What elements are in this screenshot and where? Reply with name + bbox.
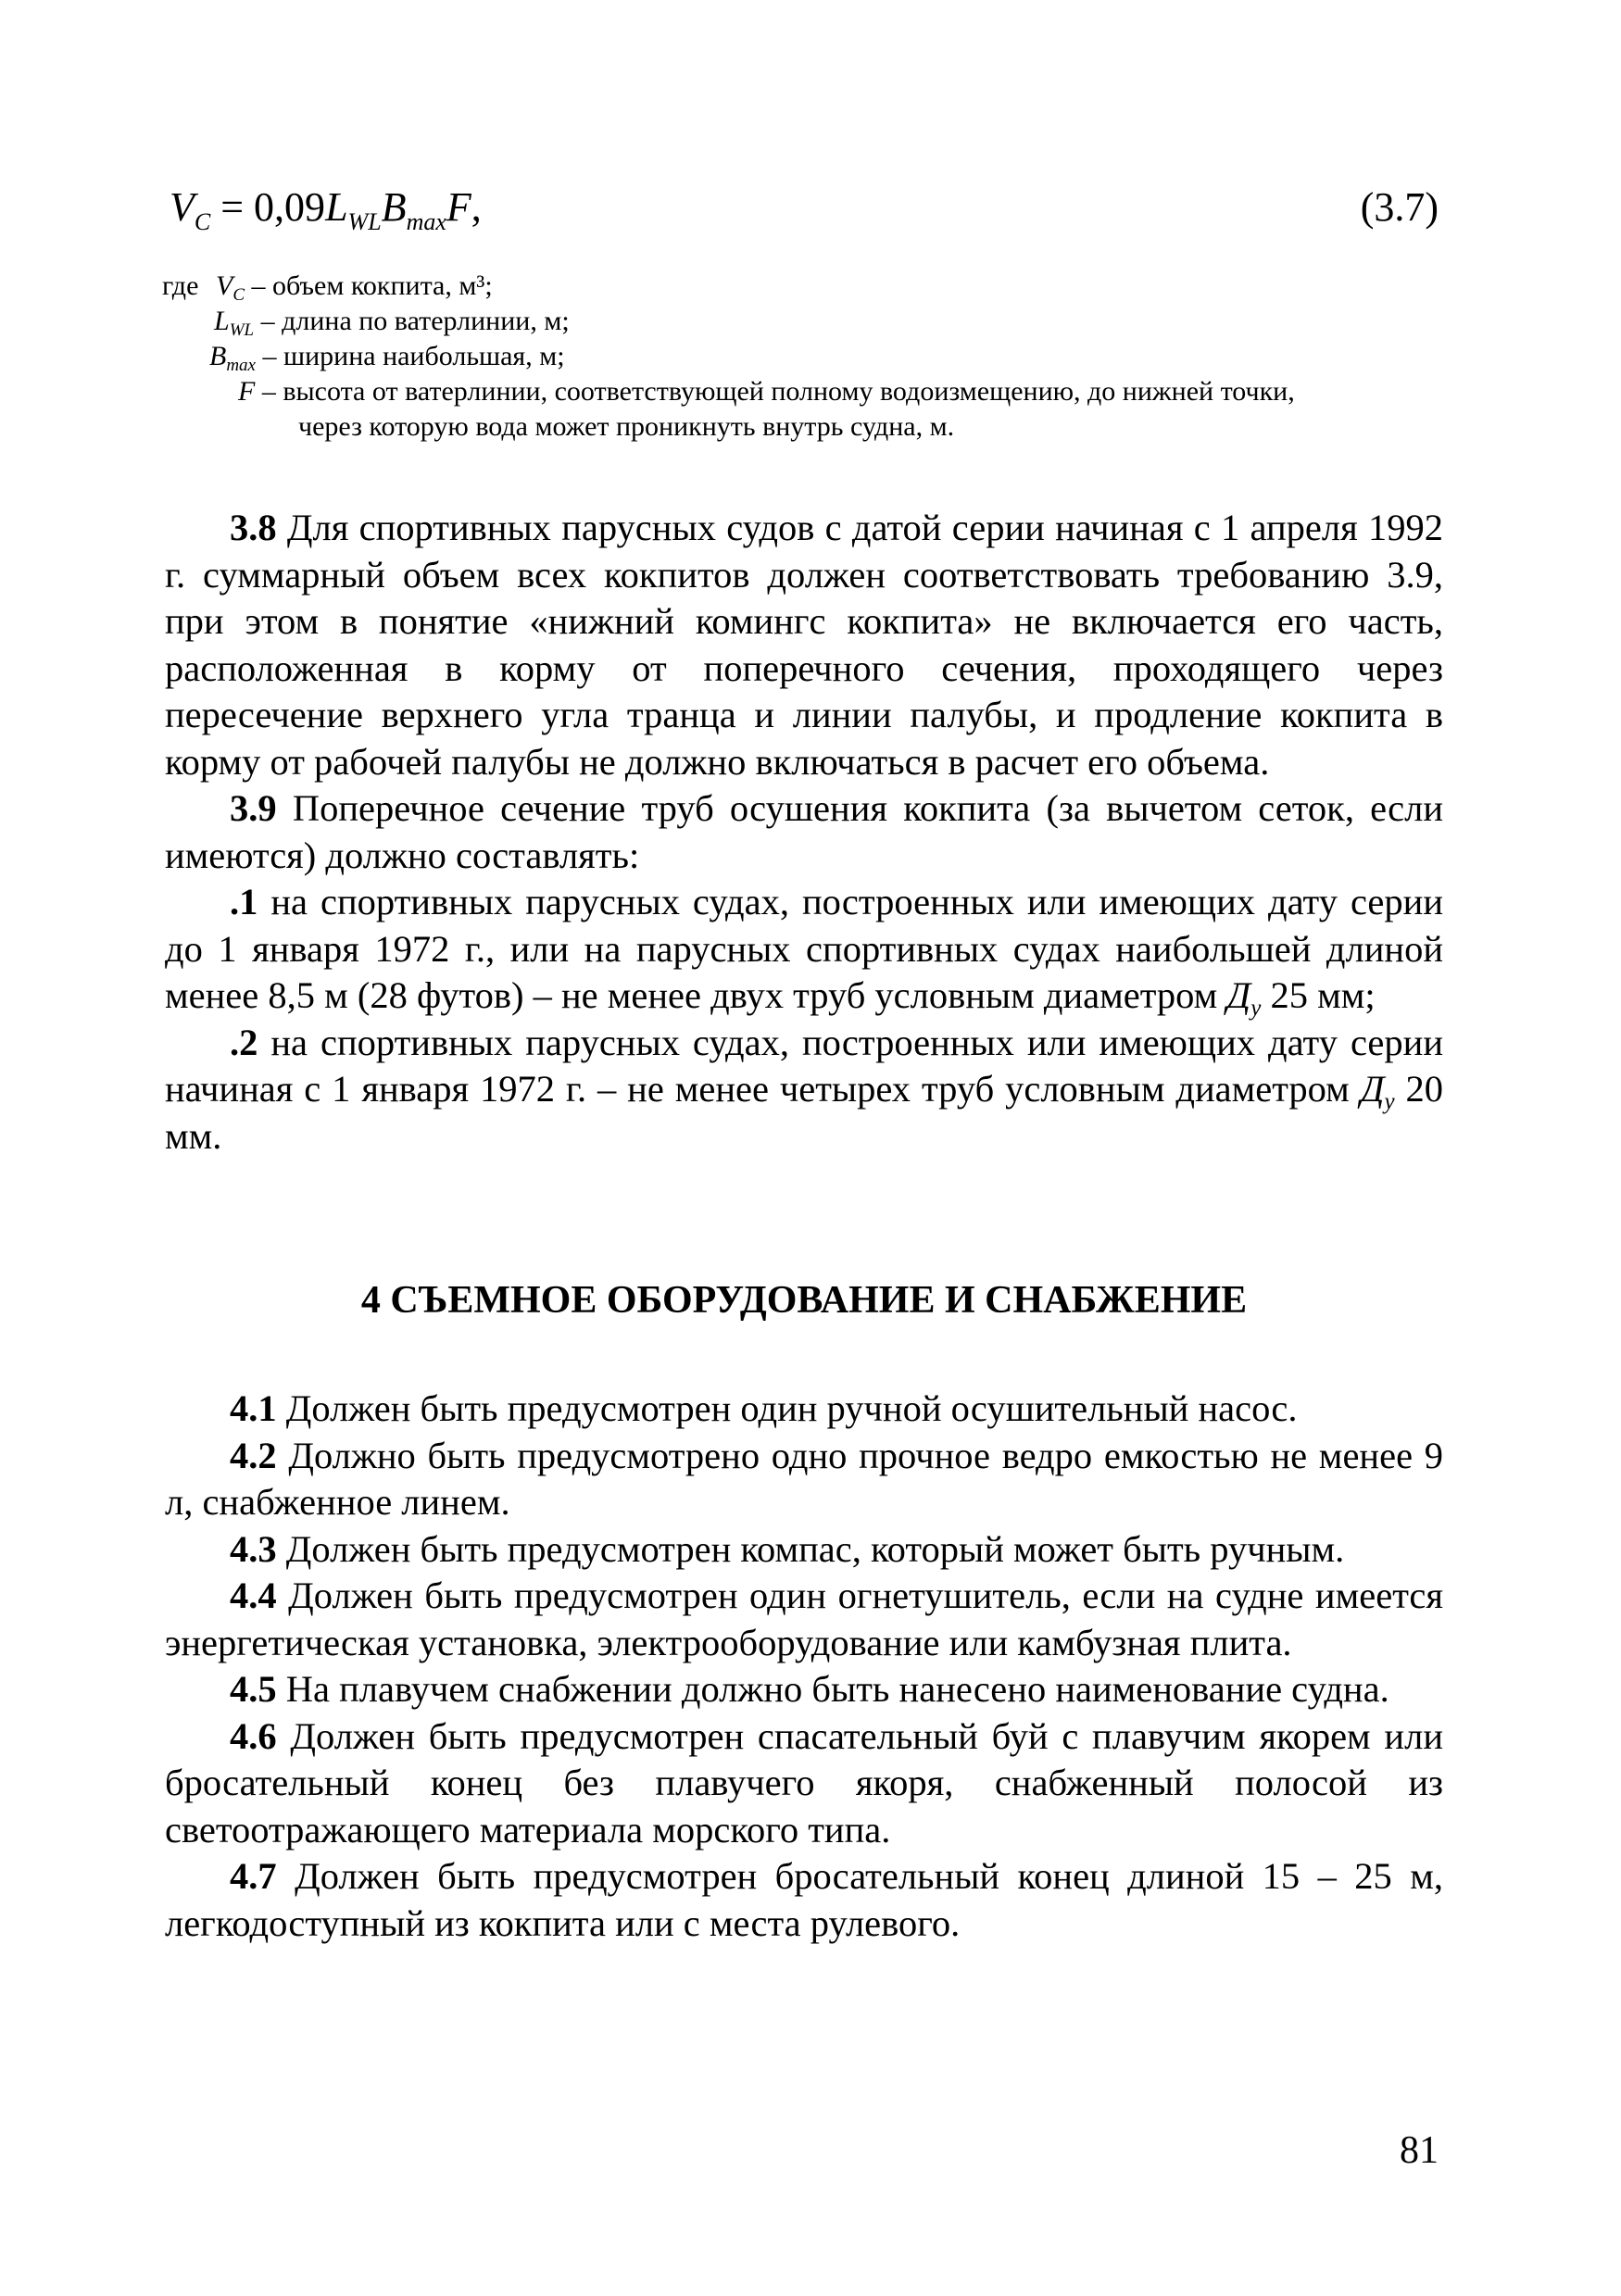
paragraph-4-1: 4.1 Должен быть предусмотрен один ручной осушительный насос. [230,1387,1298,1429]
equation-number: (3.7) [1360,184,1439,230]
paragraph-3-9: 3.9 Поперечное сечение труб осушения кокпита (за вычетом сеток, если имеются) должно составлять: [165,787,1443,876]
formula-3-7 [170,174,1439,239]
page-number: 81 [1400,2129,1439,2172]
paragraph-4-2: 4.2 Должно быть предусмотрено одно прочное ведро емкостью не менее 9 л, снабженное линем. [165,1434,1443,1523]
formula-definitions [162,269,1440,445]
definition-f-continuation: через которую вода может проникнуть внутрь судна, м. [298,411,955,442]
paragraph-4-4: 4.4 Должен быть предусмотрен один огнетушитель, если на судне имеется энергетическая установка, электрооборудование или камбузная плита. [165,1575,1443,1663]
paragraph-4-7: 4.7 Должен быть предусмотрен бросательный конец длиной 15 – 25 м, легкодоступный из кокпита или с места рулевого. [165,1855,1443,1944]
paragraph-4-3: 4.3 Должен быть предусмотрен компас, который может быть ручным. [230,1527,1345,1570]
section-4-heading: 4 СЪЕМНОЕ ОБОРУДОВАНИЕ И СНАБЖЕНИЕ [360,1279,1248,1322]
definition-lwl: $L_{WL}$ – длина по ватерлинии, м; [214,306,570,340]
paragraph-4-6: 4.6 Должен быть предусмотрен спасательный буй с плавучим якорем или бросательный конец без плавучего якоря, снабженный полосой из светоотражающего материала морского типа. [165,1714,1443,1851]
section-3-text [165,505,1443,1160]
paragraph-3-9-2: .2 на спортивных парусных судах, построенных или имеющих дату серии начиная с 1 января 1972 г. – не менее четырех труб условным диаметром $Д_у$ 20 мм. [165,1021,1444,1157]
section-4-text [165,1386,1443,1947]
definition-f: F – высота от ватерлинии, соответствующей полному водоизмещению, до нижней точки, [238,376,1295,407]
definition-vc: где $V_C$ – объем кокпита, м³; [162,270,493,305]
paragraph-3-8: 3.8 Для спортивных парусных судов с датой серии начиная с 1 апреля 1992 г. суммарный объем всех кокпитов должен соответствовать требованию 3.9, при этом в понятие «нижний комингс кокпита» не включается его часть, расположенная в корму от поперечного сечения, проходящего через пересечение верхнего угла транца и линии палубы, и продление кокпита в корму от рабочей палубы не должно включаться в расчет его объема. [165,507,1443,783]
paragraph-4-5: 4.5 На плавучем снабжении должно быть нанесено наименование судна. [230,1668,1389,1710]
definition-bmax: $B_{max}$ – ширина наибольшая, м; [209,341,565,375]
paragraph-3-9-1: .1 на спортивных парусных судах, построенных или имеющих дату серии до 1 января 1972 г., или на парусных спортивных судах наибольшей длиной менее 8,5 м (28 футов) – не менее двух труб условным диаметром $Д_у$ 25 мм; [165,881,1443,1021]
formula-expression: $V_C = 0,09L_{WL}B_{max}F$, [170,184,482,235]
